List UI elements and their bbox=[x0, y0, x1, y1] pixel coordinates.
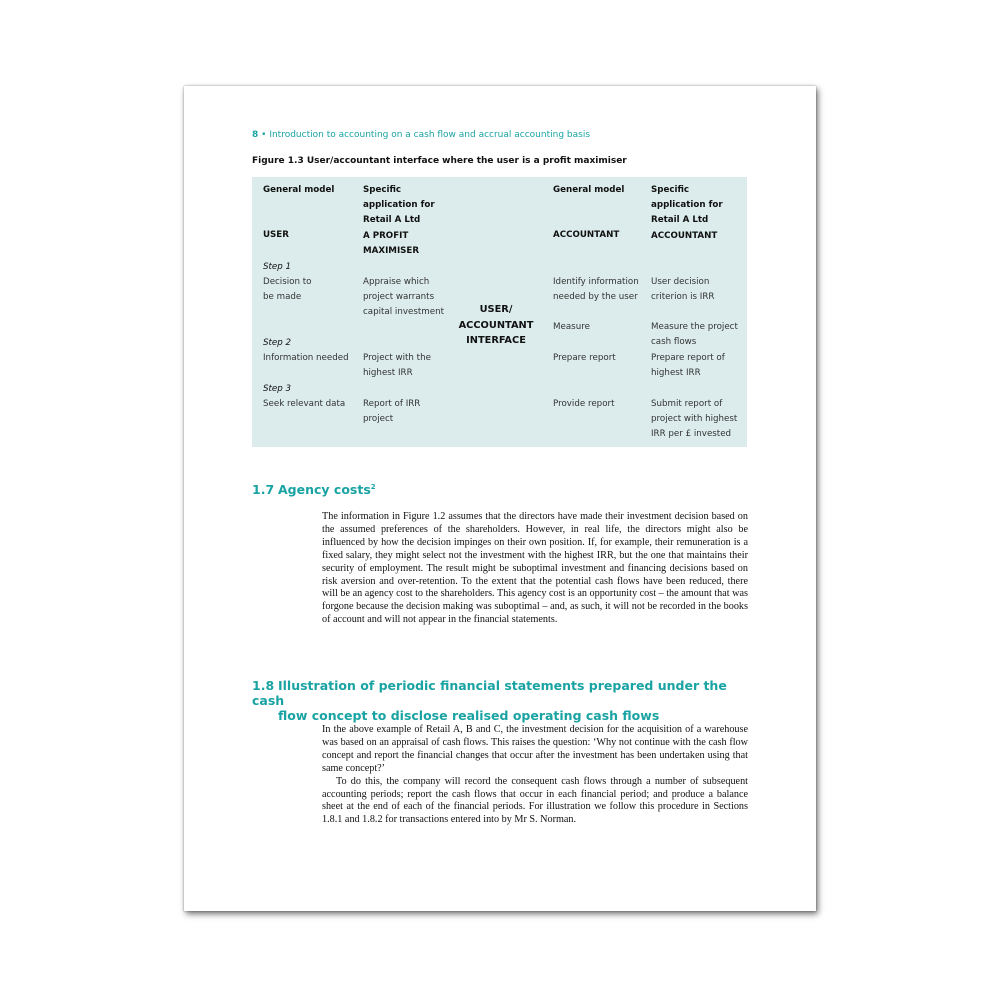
step-1-text: Decision to be made bbox=[263, 277, 312, 303]
section-1-7-body bbox=[322, 511, 748, 627]
section-1-8-heading bbox=[252, 678, 752, 723]
section-1-8-number: 1.8 bbox=[252, 678, 275, 693]
running-head-title: Introduction to accounting on a cash flow and accrual accounting basis bbox=[269, 130, 591, 140]
page-number: 8 bbox=[252, 130, 259, 140]
running-head-bullet: • bbox=[261, 130, 267, 140]
user-application-3: Report of IRR project bbox=[363, 399, 421, 425]
footnote-marker: 2 bbox=[370, 483, 376, 491]
accountant-application-2: Measure the project cash flows bbox=[651, 322, 738, 348]
section-1-8-title-line1: Illustration of periodic financial statements prepared under the cash bbox=[252, 678, 727, 708]
step-2-text: Information needed bbox=[263, 353, 349, 363]
header-general-model-accountant: General model ACCOUNTANT bbox=[553, 185, 625, 241]
section-1-7-paragraph: The information in Figure 1.2 assumes that the directors have made their investment decision based on the assumed preferences of the shareholders. However, in real life, the directors might also be influenced by how the decision impinges on their own position. If, for example, their remuneration is a fixed salary, they might select not the investment with the highest IRR, but the one that maintains their security of employment. The result might be suboptimal investment and financing decisions based on risk aversion and over-retention. To the extent that the potential cash flows have been reduced, there will be an agency cost to the shareholders. This agency cost is an opportunity cost – the amount that was forgone because the decision making was suboptimal – and, as such, it will not be recorded in the books of account and will not appear in the financial statements. bbox=[322, 511, 748, 626]
section-1-7-number: 1.7 bbox=[252, 482, 275, 498]
figure-table bbox=[252, 177, 747, 447]
section-1-8-paragraph-1: In the above example of Retail A, B and C, the investment decision for the acquisition of a warehouse was based on an appraisal of cash flows. This raises the question: ‘Why not continue with the cash flow concept and report the financial changes that occur after the investment has been undertaken using that same concept?’ bbox=[322, 724, 748, 774]
header-specific-accountant: Specific application for Retail A Ltd ACCOUNTANT bbox=[651, 185, 723, 241]
accountant-model-3: Prepare report bbox=[553, 353, 616, 363]
section-1-8-paragraph-2: To do this, the company will record the consequent cash flows through a number of subsequent accounting periods; report the cash flows that occur in each financial period; and produce a balance sheet at the end of each of the financial periods. For illustration we follow this procedure in Sections 1.8.1 and 1.8.2 for transactions entered into by Mr S. Norman. bbox=[322, 775, 748, 826]
accountant-model-4: Provide report bbox=[553, 399, 615, 409]
accountant-application-1: User decision criterion is IRR bbox=[651, 277, 715, 303]
step-3-label: Step 3 bbox=[263, 384, 292, 394]
section-1-8-title-line2: flow concept to disclose realised operating cash flows bbox=[278, 708, 660, 723]
book-page bbox=[184, 86, 816, 911]
step-3-text: Seek relevant data bbox=[263, 399, 346, 409]
accountant-model-1: Identify information needed by the user bbox=[553, 277, 639, 303]
section-1-7-title: Agency costs bbox=[278, 482, 371, 498]
section-1-8-body bbox=[322, 724, 748, 827]
accountant-application-4: Submit report of project with highest IRR per £ invested bbox=[651, 399, 738, 440]
running-head bbox=[252, 130, 590, 140]
interface-label: USER/ ACCOUNTANT INTERFACE bbox=[458, 304, 534, 346]
accountant-application-3: Prepare report of highest IRR bbox=[651, 353, 725, 379]
section-1-7-heading bbox=[252, 480, 376, 497]
user-application-2: Project with the highest IRR bbox=[363, 353, 431, 379]
user-application-1: Appraise which project warrants capital investment bbox=[363, 277, 444, 318]
step-1-label: Step 1 bbox=[263, 262, 292, 272]
header-general-model-user: General model USER bbox=[263, 185, 335, 241]
figure-caption: Figure 1.3 User/accountant interface where the user is a profit maximiser bbox=[252, 156, 627, 166]
step-2-label: Step 2 bbox=[263, 338, 292, 348]
header-specific-user: Specific application for Retail A Ltd A PROFIT MAXIMISER bbox=[363, 185, 435, 256]
accountant-model-2: Measure bbox=[553, 322, 590, 332]
